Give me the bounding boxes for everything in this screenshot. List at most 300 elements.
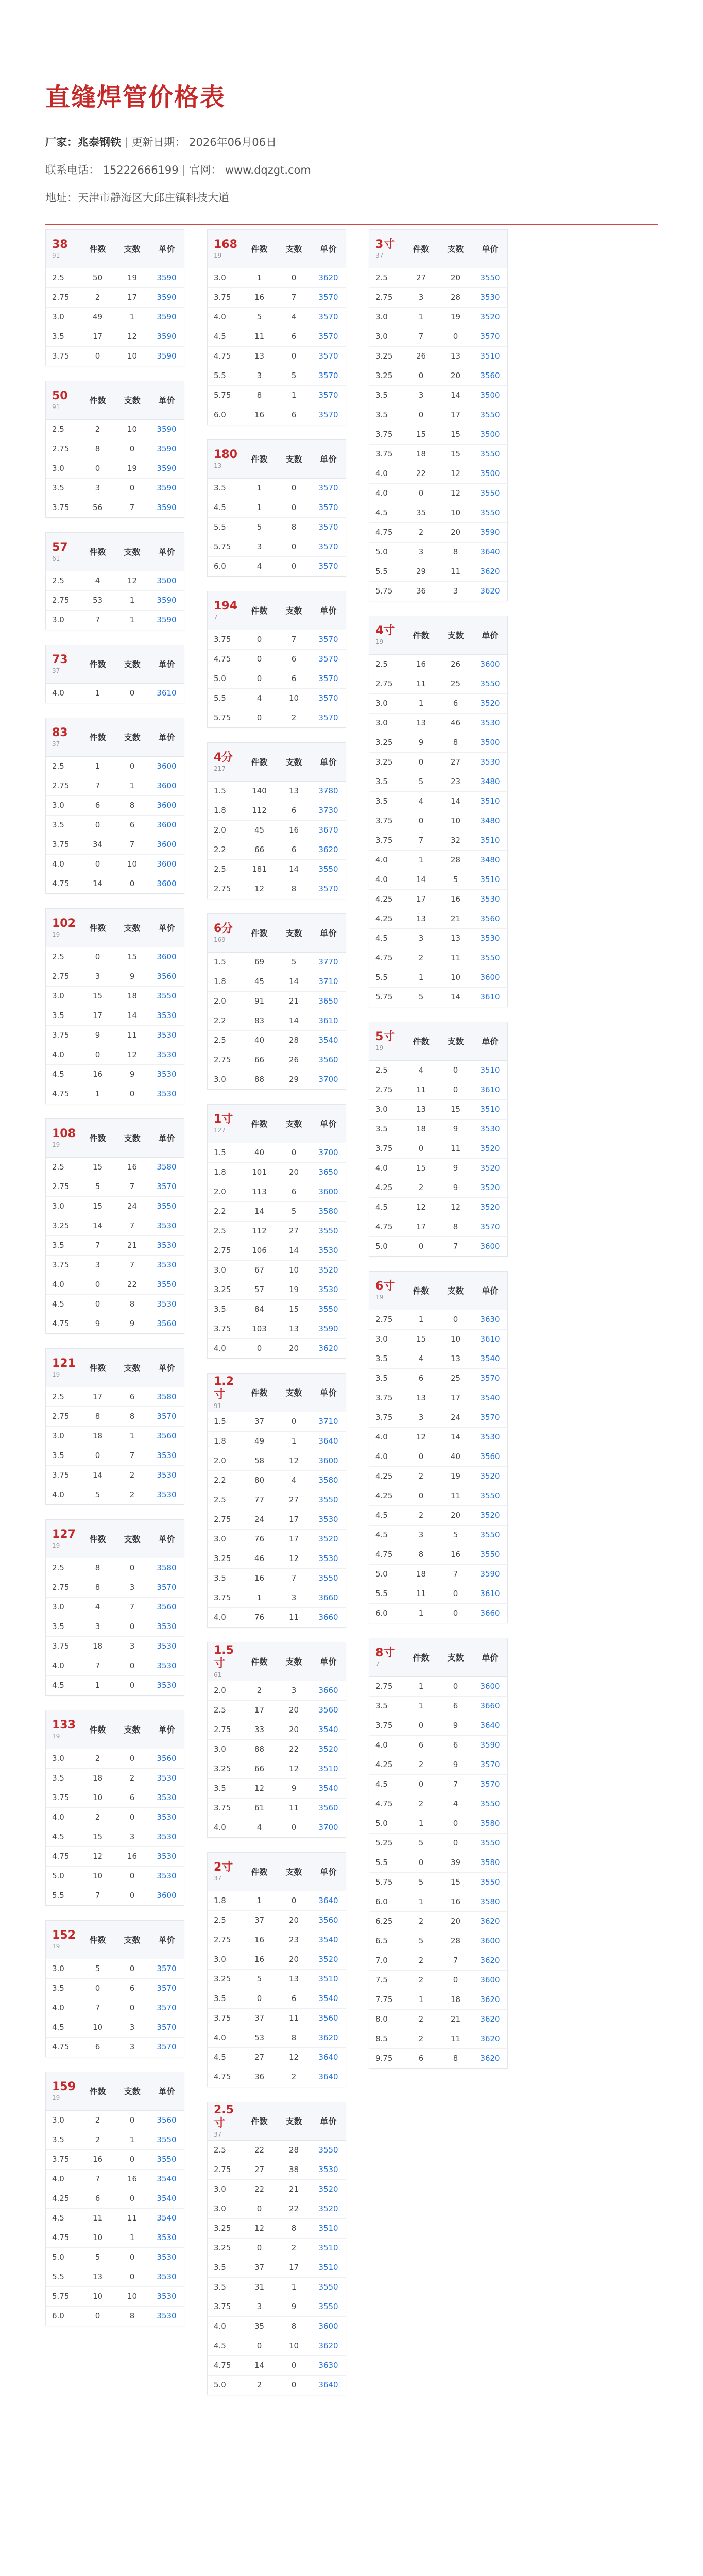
pieces-cell: 2 bbox=[80, 2110, 115, 2130]
price-cell: 3510 bbox=[311, 1759, 346, 1778]
thickness-cell: 7.5 bbox=[369, 1970, 404, 1990]
size-header bbox=[369, 230, 404, 268]
pieces-cell: 1 bbox=[242, 1891, 277, 1910]
thickness-cell: 3.5 bbox=[46, 1235, 80, 1255]
table-row bbox=[369, 483, 507, 503]
table-header-row bbox=[208, 743, 346, 781]
thickness-cell: 6.0 bbox=[208, 556, 242, 576]
table-row bbox=[369, 1911, 507, 1931]
count-cell: 17 bbox=[115, 287, 149, 307]
price-cell: 3630 bbox=[311, 2355, 346, 2375]
price-cell: 3640 bbox=[311, 2047, 346, 2067]
price-cell: 3580 bbox=[473, 1892, 507, 1911]
contact-line: 联系电话： 15222666199 | 官网： www.dqzgt.com bbox=[45, 164, 311, 176]
count-cell: 32 bbox=[438, 831, 473, 850]
table-row bbox=[46, 2110, 184, 2130]
table-row bbox=[46, 2267, 184, 2286]
price-cell: 3540 bbox=[149, 2189, 184, 2208]
table-row bbox=[208, 268, 346, 287]
thickness-cell: 3.5 bbox=[208, 2258, 242, 2277]
table-row bbox=[369, 327, 507, 346]
count-cell: 8 bbox=[115, 1406, 149, 1426]
table-row bbox=[369, 581, 507, 601]
price-cell: 3560 bbox=[311, 2008, 346, 2028]
phone-label: 联系电话： bbox=[45, 164, 99, 176]
thickness-cell: 3.0 bbox=[208, 2179, 242, 2199]
price-cell: 3560 bbox=[473, 909, 507, 928]
pieces-cell: 4 bbox=[404, 1060, 438, 1080]
pieces-cell: 1 bbox=[404, 968, 438, 987]
count-cell: 0 bbox=[115, 1886, 149, 1905]
pieces-cell: 77 bbox=[242, 1490, 277, 1510]
table-row bbox=[46, 1006, 184, 1025]
size-name: 1寸 bbox=[214, 1112, 233, 1126]
pieces-cell: 2 bbox=[242, 1681, 277, 1700]
pieces-header: 件数 bbox=[80, 1349, 115, 1387]
count-cell: 7 bbox=[115, 1255, 149, 1275]
pieces-cell: 5 bbox=[80, 1177, 115, 1196]
table-row bbox=[46, 2228, 184, 2247]
count-cell: 6 bbox=[277, 1989, 311, 2008]
thickness-cell: 3.75 bbox=[46, 1788, 80, 1807]
price-cell: 3510 bbox=[311, 2258, 346, 2277]
size-table bbox=[207, 591, 346, 728]
count-cell: 11 bbox=[115, 2208, 149, 2228]
count-cell: 1 bbox=[115, 776, 149, 795]
table-row bbox=[46, 2208, 184, 2228]
size-name: 83 bbox=[52, 726, 68, 739]
pieces-cell: 1 bbox=[242, 498, 277, 517]
table-row bbox=[369, 713, 507, 733]
thickness-cell: 2.75 bbox=[208, 879, 242, 899]
pieces-cell: 22 bbox=[404, 464, 438, 483]
table-row bbox=[208, 1607, 346, 1627]
table-row bbox=[208, 1338, 346, 1358]
count-cell: 10 bbox=[277, 2336, 311, 2355]
table-row bbox=[46, 1768, 184, 1788]
count-cell: 1 bbox=[115, 610, 149, 630]
thickness-cell: 5.75 bbox=[369, 1872, 404, 1892]
thickness-cell: 2.5 bbox=[208, 1221, 242, 1241]
thickness-cell: 2.5 bbox=[46, 1558, 80, 1578]
size-name: 8寸 bbox=[375, 1646, 395, 1659]
pieces-cell: 13 bbox=[404, 1099, 438, 1119]
thickness-cell: 3.75 bbox=[208, 1798, 242, 1818]
count-header: 支数 bbox=[277, 2102, 311, 2140]
table-row bbox=[46, 2286, 184, 2306]
count-cell: 20 bbox=[438, 366, 473, 385]
pieces-cell: 0 bbox=[404, 366, 438, 385]
thickness-cell: 3.5 bbox=[369, 385, 404, 405]
count-cell: 11 bbox=[438, 2029, 473, 2048]
price-header: 单价 bbox=[473, 1022, 507, 1060]
pieces-cell: 2 bbox=[404, 1911, 438, 1931]
pieces-cell: 18 bbox=[404, 444, 438, 464]
table-row bbox=[369, 850, 507, 870]
thickness-cell: 7.75 bbox=[369, 1990, 404, 2009]
web-label: 官网： bbox=[189, 164, 222, 176]
size-header bbox=[369, 1638, 404, 1676]
table-row bbox=[369, 1217, 507, 1236]
pieces-cell: 17 bbox=[242, 1700, 277, 1720]
table-header-row bbox=[369, 616, 507, 654]
price-header: 单价 bbox=[149, 1710, 184, 1749]
count-cell: 18 bbox=[438, 1990, 473, 2009]
price-header: 单价 bbox=[149, 2072, 184, 2110]
count-cell: 6 bbox=[115, 1387, 149, 1406]
thickness-cell: 4.75 bbox=[369, 1545, 404, 1564]
thickness-cell: 8.5 bbox=[369, 2029, 404, 2048]
table-row bbox=[208, 2047, 346, 2067]
size-header bbox=[208, 1642, 242, 1681]
thickness-cell: 4.5 bbox=[369, 1505, 404, 1525]
price-cell: 3590 bbox=[473, 1564, 507, 1584]
thickness-cell: 3.5 bbox=[208, 2277, 242, 2297]
thickness-cell: 2.2 bbox=[208, 1201, 242, 1221]
thickness-cell: 2.0 bbox=[208, 820, 242, 840]
table-row bbox=[208, 859, 346, 879]
pieces-cell: 0 bbox=[80, 2306, 115, 2326]
table-row bbox=[208, 708, 346, 727]
thickness-cell: 4.0 bbox=[46, 683, 80, 703]
count-cell: 0 bbox=[115, 2247, 149, 2267]
pieces-cell: 8 bbox=[80, 439, 115, 459]
thickness-cell: 2.5 bbox=[369, 1060, 404, 1080]
count-header: 支数 bbox=[115, 533, 149, 571]
table-row bbox=[208, 556, 346, 576]
price-header: 单价 bbox=[149, 381, 184, 419]
pieces-cell: 1 bbox=[404, 1310, 438, 1329]
count-cell: 6 bbox=[438, 693, 473, 713]
count-cell: 9 bbox=[438, 1119, 473, 1139]
thickness-cell: 4.0 bbox=[46, 1656, 80, 1675]
count-cell: 10 bbox=[115, 419, 149, 439]
pieces-cell: 1 bbox=[404, 850, 438, 870]
price-cell: 3620 bbox=[311, 2336, 346, 2355]
count-cell: 24 bbox=[115, 1196, 149, 1216]
thickness-cell: 4.75 bbox=[208, 2355, 242, 2375]
thickness-cell: 2.75 bbox=[369, 674, 404, 693]
pieces-cell: 0 bbox=[80, 815, 115, 835]
thickness-cell: 4.5 bbox=[46, 2018, 80, 2037]
thickness-cell: 2.5 bbox=[369, 654, 404, 674]
table-row bbox=[46, 1084, 184, 1104]
table-row bbox=[208, 991, 346, 1011]
table-header-row bbox=[208, 591, 346, 630]
pieces-header: 件数 bbox=[80, 1119, 115, 1157]
count-cell: 6 bbox=[277, 405, 311, 425]
thickness-cell: 4.25 bbox=[369, 1486, 404, 1505]
count-cell: 8 bbox=[438, 542, 473, 562]
size-table bbox=[45, 1519, 184, 1696]
page-header bbox=[0, 0, 703, 212]
price-cell: 3590 bbox=[149, 590, 184, 610]
price-cell: 3550 bbox=[311, 859, 346, 879]
thickness-cell: 5.75 bbox=[369, 581, 404, 601]
table-row bbox=[208, 1241, 346, 1260]
pieces-cell: 1 bbox=[404, 1892, 438, 1911]
count-cell: 14 bbox=[438, 987, 473, 1007]
thickness-cell: 2.5 bbox=[46, 756, 80, 776]
count-cell: 8 bbox=[277, 2028, 311, 2047]
size-subtitle: 19 bbox=[214, 251, 222, 259]
price-cell: 3550 bbox=[311, 2140, 346, 2160]
price-cell: 3590 bbox=[149, 478, 184, 498]
price-cell: 3570 bbox=[149, 1998, 184, 2018]
pieces-cell: 5 bbox=[242, 517, 277, 537]
pieces-cell: 1 bbox=[404, 1603, 438, 1623]
thickness-cell: 4.75 bbox=[46, 1084, 80, 1104]
count-header: 支数 bbox=[277, 1374, 311, 1412]
count-cell: 0 bbox=[438, 1603, 473, 1623]
size-name: 38 bbox=[52, 238, 68, 251]
pieces-cell: 88 bbox=[242, 1739, 277, 1759]
count-cell: 0 bbox=[277, 2375, 311, 2395]
thickness-cell: 3.5 bbox=[46, 2130, 80, 2149]
price-cell: 3570 bbox=[311, 669, 346, 688]
pieces-cell: 1 bbox=[80, 683, 115, 703]
pieces-cell: 4 bbox=[242, 688, 277, 708]
thickness-cell: 5.5 bbox=[369, 1853, 404, 1872]
size-header bbox=[208, 914, 242, 952]
thickness-cell: 2.5 bbox=[208, 1490, 242, 1510]
thickness-cell: 5.0 bbox=[369, 1814, 404, 1833]
table-row bbox=[369, 1735, 507, 1755]
count-cell: 8 bbox=[438, 2048, 473, 2068]
price-cell: 3570 bbox=[311, 346, 346, 366]
pieces-cell: 0 bbox=[80, 947, 115, 967]
count-cell: 2 bbox=[277, 2067, 311, 2087]
price-cell: 3530 bbox=[473, 1119, 507, 1139]
pieces-cell: 8 bbox=[80, 1558, 115, 1578]
thickness-cell: 3.0 bbox=[369, 307, 404, 327]
thickness-cell: 3.25 bbox=[369, 733, 404, 752]
price-cell: 3550 bbox=[473, 948, 507, 968]
thickness-cell: 4.0 bbox=[208, 1818, 242, 1837]
pieces-cell: 34 bbox=[80, 835, 115, 854]
pieces-cell: 2 bbox=[404, 2029, 438, 2048]
count-cell: 12 bbox=[115, 571, 149, 590]
table-row bbox=[369, 1951, 507, 1970]
pieces-cell: 13 bbox=[404, 909, 438, 928]
pieces-header: 件数 bbox=[242, 914, 277, 952]
count-cell: 3 bbox=[277, 1681, 311, 1700]
size-header bbox=[208, 743, 242, 781]
count-cell: 1 bbox=[115, 1426, 149, 1446]
thickness-cell: 2.75 bbox=[46, 439, 80, 459]
count-cell: 14 bbox=[115, 1006, 149, 1025]
thickness-cell: 2.75 bbox=[208, 1050, 242, 1070]
pieces-cell: 76 bbox=[242, 1529, 277, 1549]
pieces-cell: 3 bbox=[404, 287, 438, 307]
size-subtitle: 37 bbox=[52, 740, 60, 748]
table-row bbox=[208, 1681, 346, 1700]
count-cell: 39 bbox=[438, 1853, 473, 1872]
price-cell: 3610 bbox=[311, 1011, 346, 1030]
table-row bbox=[208, 405, 346, 425]
count-cell: 0 bbox=[277, 556, 311, 576]
table-row bbox=[208, 2008, 346, 2028]
count-cell: 0 bbox=[115, 1617, 149, 1636]
table-header-row bbox=[46, 1921, 184, 1959]
count-header: 支数 bbox=[277, 1642, 311, 1681]
phone-value[interactable]: 15222666199 bbox=[102, 164, 179, 176]
table-row bbox=[208, 327, 346, 346]
table-row bbox=[208, 1739, 346, 1759]
price-cell: 3520 bbox=[473, 1178, 507, 1197]
pieces-cell: 7 bbox=[404, 831, 438, 850]
count-cell: 8 bbox=[115, 2306, 149, 2326]
pieces-cell: 5 bbox=[80, 1485, 115, 1504]
table-row bbox=[369, 542, 507, 562]
price-cell: 3570 bbox=[473, 1774, 507, 1794]
count-cell: 1 bbox=[277, 1431, 311, 1451]
table-row bbox=[369, 1525, 507, 1545]
table-row bbox=[369, 503, 507, 522]
price-column bbox=[369, 229, 508, 2395]
table-row bbox=[369, 1892, 507, 1911]
table-header-row bbox=[369, 1022, 507, 1060]
count-cell: 20 bbox=[438, 1505, 473, 1525]
price-cell: 3530 bbox=[473, 713, 507, 733]
count-cell: 14 bbox=[438, 1427, 473, 1447]
price-cell: 3500 bbox=[149, 571, 184, 590]
count-cell: 0 bbox=[438, 1833, 473, 1853]
table-row bbox=[46, 287, 184, 307]
table-row bbox=[208, 2028, 346, 2047]
thickness-cell: 4.25 bbox=[369, 1466, 404, 1486]
size-name: 6分 bbox=[214, 922, 233, 935]
table-row bbox=[369, 1178, 507, 1197]
table-row bbox=[208, 1280, 346, 1299]
count-cell: 8 bbox=[115, 1294, 149, 1314]
thickness-cell: 2.5 bbox=[46, 1157, 80, 1177]
table-row bbox=[208, 1700, 346, 1720]
size-subtitle: 7 bbox=[375, 1660, 380, 1668]
pieces-cell: 16 bbox=[242, 405, 277, 425]
count-cell: 0 bbox=[277, 2355, 311, 2375]
table-row bbox=[369, 1427, 507, 1447]
count-cell: 10 bbox=[438, 1329, 473, 1349]
count-cell: 9 bbox=[115, 967, 149, 986]
table-row bbox=[46, 815, 184, 835]
thickness-cell: 5.0 bbox=[369, 542, 404, 562]
table-row bbox=[46, 2306, 184, 2326]
table-row bbox=[208, 346, 346, 366]
thickness-cell: 3.0 bbox=[46, 1749, 80, 1768]
table-header-row bbox=[46, 2072, 184, 2110]
price-cell: 3600 bbox=[149, 795, 184, 815]
table-header-row bbox=[208, 914, 346, 952]
pieces-header: 件数 bbox=[242, 230, 277, 268]
size-table bbox=[369, 1638, 508, 2069]
thickness-cell: 3.0 bbox=[46, 1597, 80, 1617]
pieces-cell: 5 bbox=[404, 1931, 438, 1951]
thickness-cell: 3.0 bbox=[369, 327, 404, 346]
size-subtitle: 91 bbox=[214, 1402, 222, 1410]
count-cell: 7 bbox=[277, 1568, 311, 1588]
count-cell: 24 bbox=[438, 1408, 473, 1427]
table-row bbox=[208, 287, 346, 307]
pieces-cell: 1 bbox=[242, 268, 277, 287]
web-link[interactable]: www.dqzgt.com bbox=[225, 164, 311, 176]
thickness-cell: 4.0 bbox=[369, 850, 404, 870]
thickness-cell: 6.0 bbox=[208, 405, 242, 425]
thickness-cell: 3.75 bbox=[369, 1408, 404, 1427]
table-row bbox=[208, 649, 346, 669]
table-row bbox=[46, 1485, 184, 1504]
table-row bbox=[208, 972, 346, 991]
count-header: 支数 bbox=[115, 2072, 149, 2110]
count-cell: 21 bbox=[438, 909, 473, 928]
thickness-cell: 2.75 bbox=[46, 1406, 80, 1426]
update-label: 更新日期： bbox=[131, 136, 186, 148]
pieces-cell: 36 bbox=[242, 2067, 277, 2087]
price-cell: 3530 bbox=[149, 1485, 184, 1504]
price-cell: 3550 bbox=[149, 2149, 184, 2169]
thickness-cell: 5.0 bbox=[369, 1564, 404, 1584]
count-cell: 14 bbox=[277, 1011, 311, 1030]
pieces-cell: 2 bbox=[404, 1178, 438, 1197]
pieces-cell: 76 bbox=[242, 1607, 277, 1627]
pieces-cell: 0 bbox=[80, 459, 115, 478]
count-cell: 5 bbox=[277, 366, 311, 385]
thickness-cell: 2.0 bbox=[208, 991, 242, 1011]
size-name: 1.2寸 bbox=[214, 1375, 234, 1401]
table-row bbox=[369, 1794, 507, 1814]
table-row bbox=[369, 464, 507, 483]
pieces-cell: 2 bbox=[80, 419, 115, 439]
price-cell: 3550 bbox=[473, 1872, 507, 1892]
size-name: 102 bbox=[52, 917, 76, 930]
table-row bbox=[46, 1998, 184, 2018]
count-cell: 17 bbox=[277, 1510, 311, 1529]
size-name: 194 bbox=[214, 599, 237, 613]
table-row bbox=[46, 795, 184, 815]
thickness-cell: 3.0 bbox=[46, 1959, 80, 1978]
pieces-cell: 6 bbox=[404, 1368, 438, 1388]
pieces-cell: 18 bbox=[404, 1564, 438, 1584]
thickness-cell: 5.75 bbox=[208, 385, 242, 405]
count-cell: 0 bbox=[438, 1970, 473, 1990]
count-cell: 7 bbox=[115, 498, 149, 517]
table-row bbox=[46, 947, 184, 967]
pieces-cell: 0 bbox=[404, 1447, 438, 1466]
price-cell: 3620 bbox=[311, 840, 346, 859]
count-cell: 8 bbox=[277, 517, 311, 537]
price-cell: 3560 bbox=[149, 1314, 184, 1333]
table-row bbox=[369, 1814, 507, 1833]
count-cell: 13 bbox=[438, 928, 473, 948]
price-cell: 3660 bbox=[473, 1603, 507, 1623]
count-cell: 17 bbox=[277, 1529, 311, 1549]
thickness-cell: 4.5 bbox=[46, 2208, 80, 2228]
pieces-cell: 6 bbox=[80, 795, 115, 815]
thickness-cell: 2.0 bbox=[208, 1182, 242, 1201]
thickness-cell: 4.5 bbox=[46, 1827, 80, 1846]
table-row bbox=[46, 439, 184, 459]
pieces-cell: 106 bbox=[242, 1241, 277, 1260]
thickness-cell: 2.5 bbox=[208, 1910, 242, 1930]
count-cell: 16 bbox=[438, 1545, 473, 1564]
table-row bbox=[369, 752, 507, 772]
table-row bbox=[208, 2355, 346, 2375]
size-name: 133 bbox=[52, 1718, 76, 1732]
table-row bbox=[46, 1387, 184, 1406]
count-cell: 15 bbox=[438, 444, 473, 464]
thickness-cell: 3.0 bbox=[208, 1260, 242, 1280]
price-table bbox=[46, 909, 184, 1104]
